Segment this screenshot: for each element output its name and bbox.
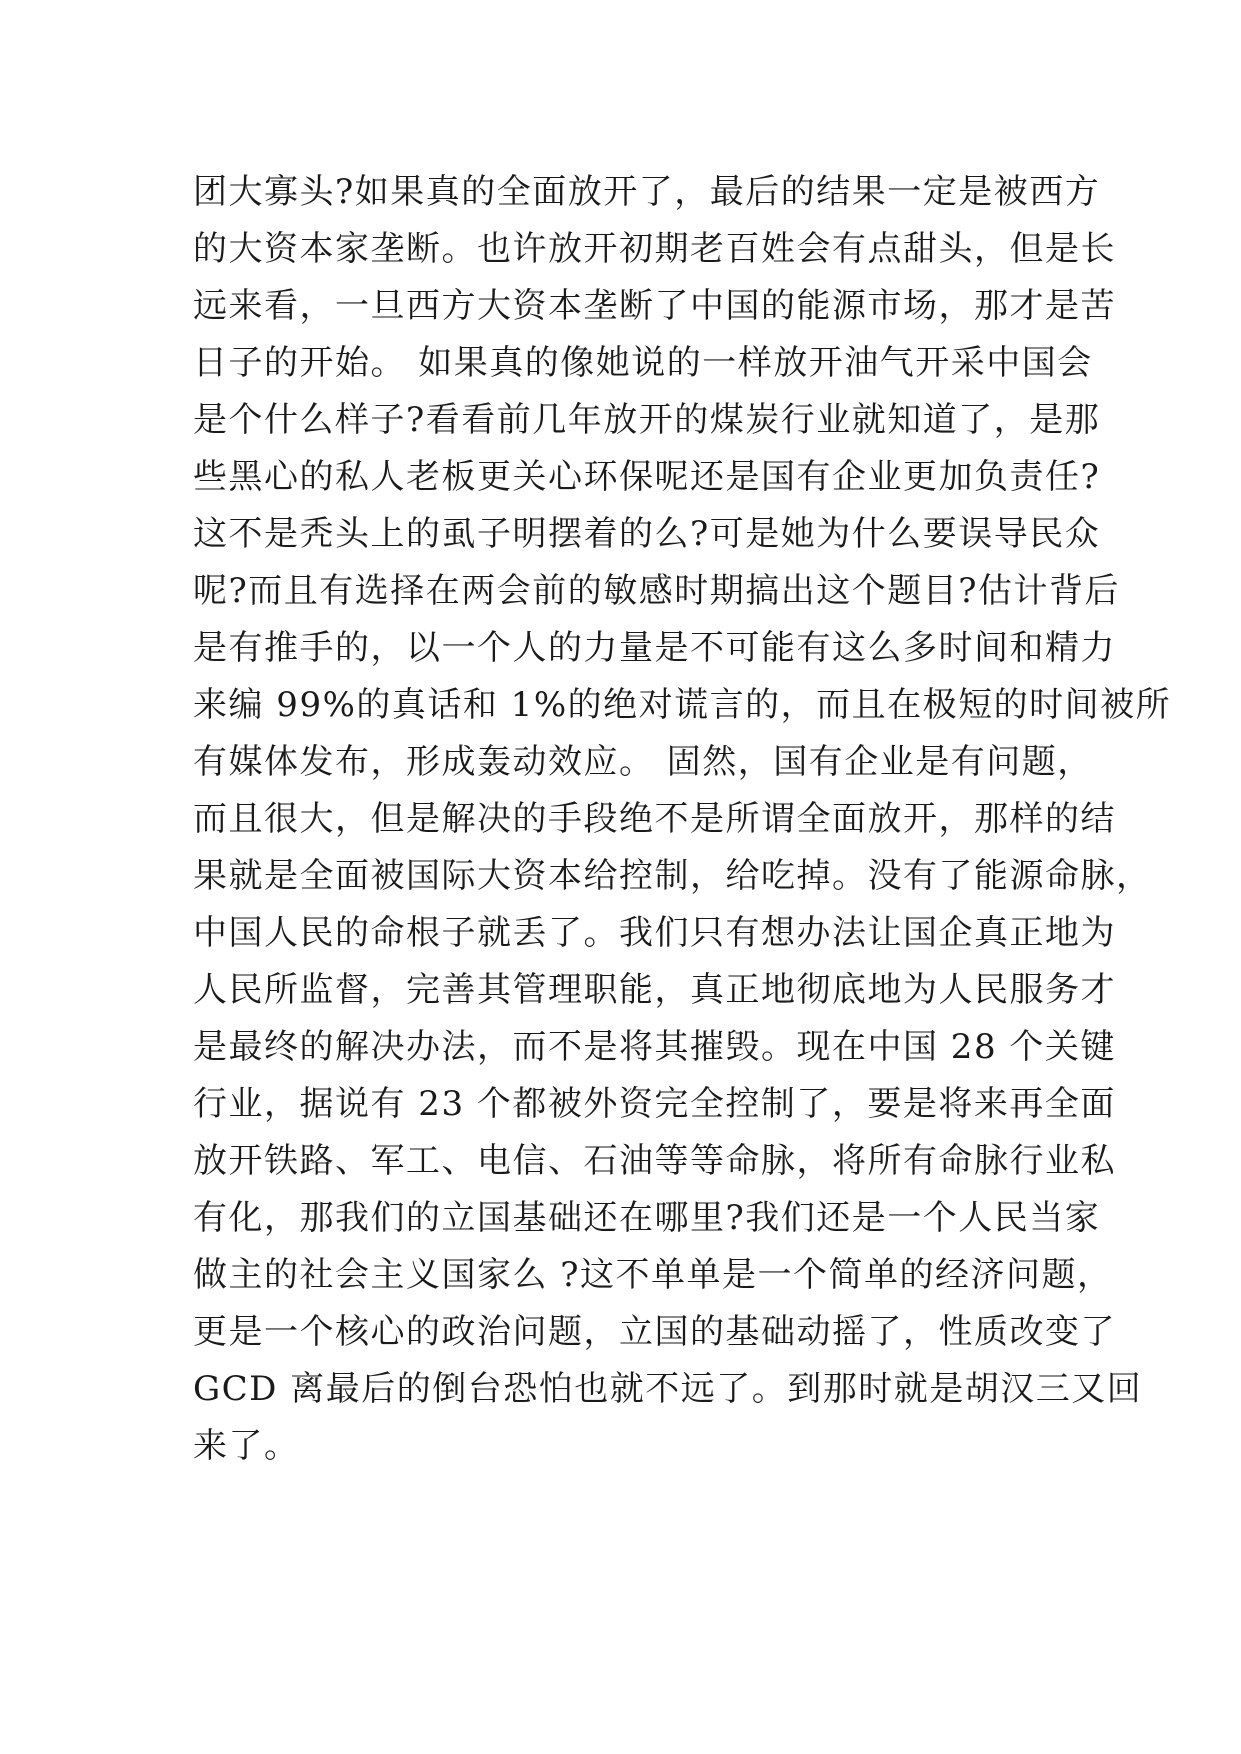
text-line: 些黑心的私人老板更关心环保呢还是国有企业更加负责任? <box>193 457 1101 497</box>
text-line: 有化，那我们的立国基础还在哪里?我们还是一个人民当家 <box>193 1198 1101 1238</box>
text-line: GCD 离最后的倒台恐怕也就不远了。到那时就是胡汉三又回 <box>193 1369 1143 1409</box>
text-line: 团大寡头?如果真的全面放开了，最后的结果一定是被西方 <box>193 172 1101 212</box>
text-line: 放开铁路、军工、电信、石油等等命脉，将所有命脉行业私 <box>193 1141 1116 1181</box>
text-line: 的大资本家垄断。也许放开初期老百姓会有点甜头，但是长 <box>193 229 1116 269</box>
text-line: 行业，据说有 23 个都被外资完全控制了，要是将来再全面 <box>193 1084 1116 1124</box>
text-line: 呢?而且有选择在两会前的敏感时期搞出这个题目?估计背后 <box>193 571 1120 611</box>
text-line: 这不是秃头上的虱子明摆着的么?可是她为什么要误导民众 <box>193 514 1101 554</box>
body-text <box>193 164 1172 1475</box>
text-line: 人民所监督，完善其管理职能，真正地彻底地为人民服务才 <box>193 970 1116 1010</box>
text-line: 中国人民的命根子就丢了。我们只有想办法让国企真正地为 <box>193 913 1116 953</box>
text-line: 有媒体发布，形成轰动效应。 固然，国有企业是有问题， <box>193 742 1093 782</box>
text-line: 是有推手的，以一个人的力量是不可能有这么多时间和精力 <box>193 628 1116 668</box>
text-line: 果就是全面被国际大资本给控制，给吃掉。没有了能源命脉， <box>193 856 1152 896</box>
text-line: 远来看，一旦西方大资本垄断了中国的能源市场，那才是苦 <box>193 286 1116 326</box>
text-line: 做主的社会主义国家么 ?这不单单是一个简单的经济问题， <box>193 1255 1113 1295</box>
text-line: 来了。 <box>193 1426 300 1466</box>
text-line: 而且很大，但是解决的手段绝不是所谓全面放开，那样的结 <box>193 799 1116 839</box>
text-line: 是最终的解决办法，而不是将其摧毁。现在中国 28 个关键 <box>193 1027 1116 1067</box>
text-line: 来编 99%的真话和 1%的绝对谎言的，而且在极短的时间被所 <box>193 685 1172 725</box>
text-line: 更是一个核心的政治问题，立国的基础动摇了，性质改变了 <box>193 1312 1116 1352</box>
text-line: 是个什么样子?看看前几年放开的煤炭行业就知道了，是那 <box>193 400 1101 440</box>
text-line: 日子的开始。 如果真的像她说的一样放开油气开采中国会 <box>193 343 1093 383</box>
